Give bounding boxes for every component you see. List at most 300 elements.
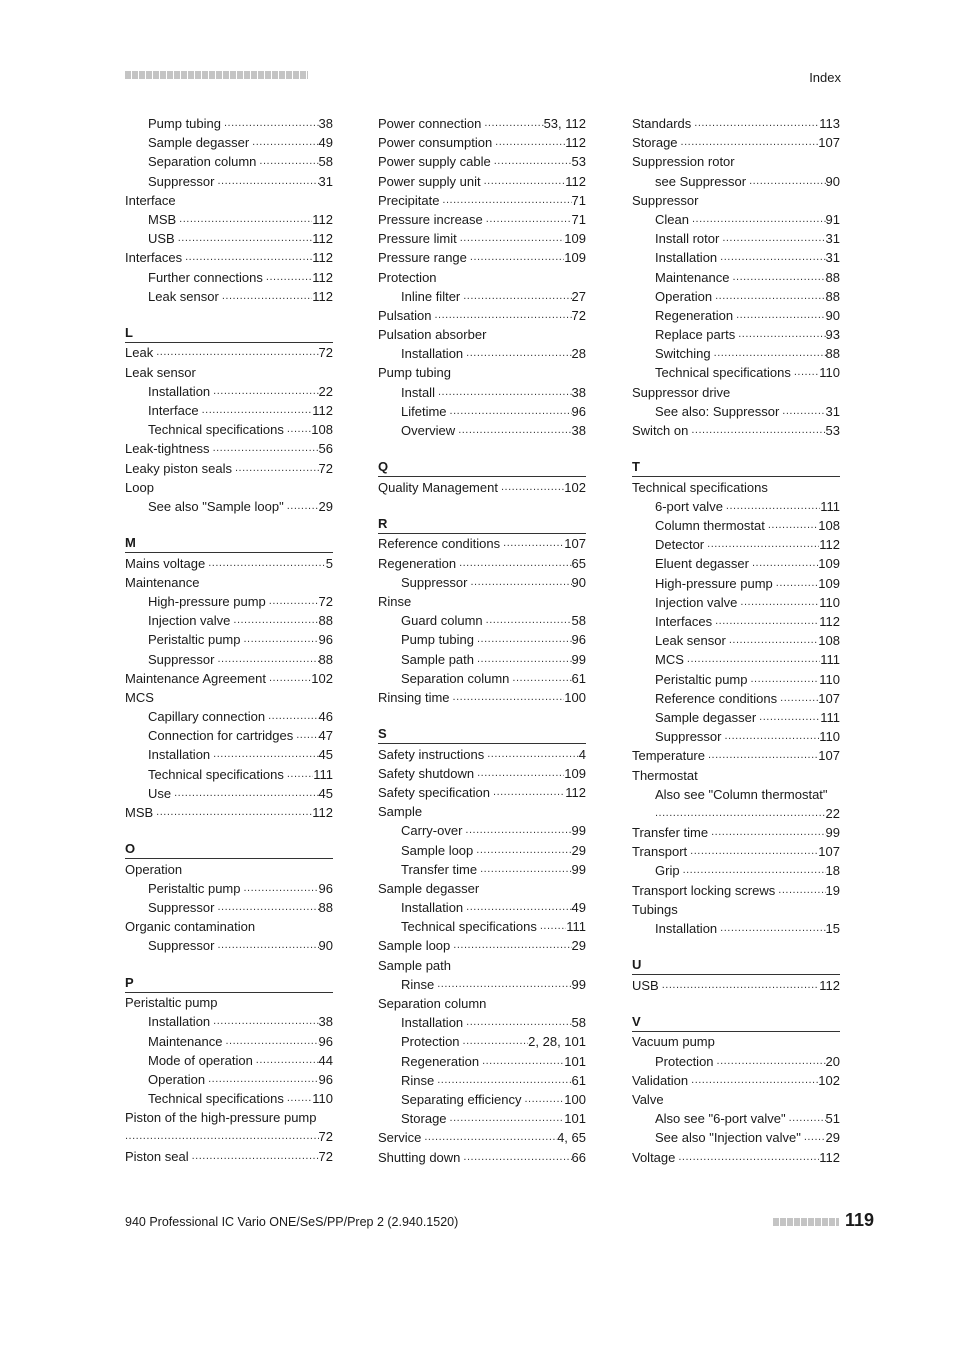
index-subentry xyxy=(632,612,840,631)
entry-term: Installation xyxy=(401,900,464,916)
entry-page-ref: 102 xyxy=(564,479,586,495)
dot-leader xyxy=(691,114,819,133)
entry-page-ref: 61 xyxy=(571,1072,586,1088)
entry-page-ref: 112 xyxy=(819,1149,840,1165)
dot-leader xyxy=(153,343,318,362)
entry-term: Operation xyxy=(125,861,183,877)
entry-page-ref: 66 xyxy=(571,1149,586,1165)
entry-term: Suppressor xyxy=(148,651,215,667)
entry-term: Pressure increase xyxy=(378,211,483,227)
dot-leader xyxy=(675,1148,819,1167)
entry-page-ref: 22 xyxy=(318,383,333,399)
index-subentry xyxy=(632,516,840,535)
index-entry xyxy=(125,860,333,879)
dot-leader xyxy=(293,726,318,745)
index-subentry xyxy=(632,785,840,804)
dot-leader xyxy=(256,152,318,171)
entry-term: Technical specifications xyxy=(401,919,537,935)
index-column-1 xyxy=(125,114,333,1166)
entry-page-ref: 29 xyxy=(571,842,586,858)
dot-leader xyxy=(176,191,333,210)
entry-term: Peristaltic pump xyxy=(148,632,241,648)
entry-page-ref: 49 xyxy=(318,135,333,151)
dot-leader xyxy=(221,114,319,133)
index-entry xyxy=(378,879,586,898)
index-subentry xyxy=(125,152,333,171)
entry-term: Guard column xyxy=(401,613,483,629)
entry-term: Piston seal xyxy=(125,1148,189,1164)
entry-term: Installation xyxy=(148,1014,211,1030)
entry-term: Tubings xyxy=(632,901,678,917)
dot-leader xyxy=(486,325,586,344)
dot-leader xyxy=(230,611,318,630)
entry-term: Leak sensor xyxy=(125,364,196,380)
dot-leader xyxy=(439,191,571,210)
entry-term: Storage xyxy=(632,135,678,151)
index-entry xyxy=(125,343,333,362)
entry-page-ref: 51 xyxy=(825,1111,840,1127)
dot-leader xyxy=(509,669,571,688)
entry-term: Standards xyxy=(632,116,692,131)
index-subentry xyxy=(378,860,586,879)
entry-term: Clean xyxy=(655,211,689,227)
entry-term: Shutting down xyxy=(378,1149,461,1165)
entry-term: See also "Sample loop" xyxy=(148,498,284,514)
entry-term: Peristaltic pump xyxy=(125,995,218,1011)
index-entry xyxy=(632,133,840,152)
index-entry xyxy=(632,152,840,171)
index-subentry xyxy=(632,402,840,421)
entry-term: Regeneration xyxy=(401,1053,480,1069)
entry-term: Protection xyxy=(655,1053,714,1069)
entry-page-ref: 91 xyxy=(825,211,840,227)
index-subentry xyxy=(632,804,840,823)
entry-page-ref: 90 xyxy=(318,938,333,954)
entry-term: Pump tubing xyxy=(148,116,221,131)
dot-leader xyxy=(490,783,565,802)
index-subentry xyxy=(378,1013,586,1032)
index-subentry xyxy=(125,497,333,516)
index-entry xyxy=(125,993,333,1012)
entry-term: Injection valve xyxy=(148,613,231,629)
dot-leader xyxy=(450,936,571,955)
entry-term: Also see "6-port valve" xyxy=(655,1111,786,1127)
index-subentry xyxy=(632,593,840,612)
index-entry xyxy=(378,306,586,325)
entry-term: Lifetime xyxy=(401,403,447,419)
dot-leader xyxy=(491,152,572,171)
index-subentry xyxy=(378,287,586,306)
entry-term: Transfer time xyxy=(401,861,478,877)
index-entry xyxy=(378,248,586,267)
entry-page-ref: 99 xyxy=(571,976,586,992)
entry-page-ref: 4, 65 xyxy=(557,1130,586,1146)
entry-term: Column thermostat xyxy=(655,518,765,534)
entry-term: Suppressor xyxy=(401,574,468,590)
entry-term: Rinse xyxy=(378,593,412,609)
index-entry xyxy=(632,1148,840,1167)
dot-leader xyxy=(199,573,333,592)
index-subentry xyxy=(125,268,333,287)
entry-page-ref: 109 xyxy=(818,575,840,591)
entry-term: Regeneration xyxy=(378,555,457,571)
entry-page-ref: 109 xyxy=(564,250,586,266)
entry-page-ref: 49 xyxy=(571,900,586,916)
entry-page-ref: 53, 112 xyxy=(543,116,586,131)
index-entry xyxy=(378,172,586,191)
dot-leader xyxy=(735,325,825,344)
dot-leader xyxy=(721,727,819,746)
entry-term: Install rotor xyxy=(655,231,720,247)
entry-term: Sample loop xyxy=(401,842,474,858)
entry-term: Leak sensor xyxy=(655,633,726,649)
entry-term: High-pressure pump xyxy=(148,593,266,609)
dot-leader xyxy=(214,898,318,917)
entry-page-ref: 112 xyxy=(312,805,333,820)
entry-term: Rinse xyxy=(401,1072,435,1088)
entry-term: Organic contamination xyxy=(125,919,256,935)
entry-page-ref: 45 xyxy=(318,785,333,801)
index-subentry xyxy=(378,630,586,649)
entry-page-ref: 22 xyxy=(825,805,840,821)
entry-term: MCS xyxy=(655,652,684,668)
dot-leader xyxy=(431,306,571,325)
entry-term: Precipitate xyxy=(378,192,440,208)
entry-page-ref: 110 xyxy=(819,365,840,381)
entry-term: 6-port valve xyxy=(655,498,723,514)
index-subentry xyxy=(125,401,333,420)
entry-page-ref: 38 xyxy=(318,116,333,131)
dot-leader xyxy=(463,898,571,917)
entry-term: Interface xyxy=(125,192,176,208)
entry-page-ref: 111 xyxy=(820,652,840,668)
entry-page-ref: 61 xyxy=(571,670,586,686)
index-letter-heading: U xyxy=(632,956,840,975)
entry-term: Leaky piston seals xyxy=(125,460,232,476)
dot-leader xyxy=(719,229,825,248)
entry-page-ref: 88 xyxy=(825,269,840,285)
entry-term: Safety specification xyxy=(378,784,491,800)
entry-term: Pump tubing xyxy=(401,632,474,648)
dot-leader xyxy=(704,535,819,554)
entry-term: Suppressor xyxy=(148,173,215,189)
dot-leader xyxy=(746,172,825,191)
dot-leader xyxy=(205,554,326,573)
entry-page-ref: 53 xyxy=(825,423,840,438)
index-entry xyxy=(378,1148,586,1167)
index-subentry xyxy=(125,1070,333,1089)
entry-term: Injection valve xyxy=(655,594,738,610)
entry-page-ref: 113 xyxy=(819,116,840,131)
index-entry xyxy=(632,976,840,995)
index-subentry xyxy=(125,630,333,649)
index-entry xyxy=(632,1032,840,1051)
entry-term: Service xyxy=(378,1130,422,1146)
entry-term: Power connection xyxy=(378,116,482,131)
index-subentry xyxy=(125,592,333,611)
dot-leader xyxy=(479,1052,564,1071)
index-subentry xyxy=(125,611,333,630)
index-subentry xyxy=(632,268,840,287)
entry-page-ref: 88 xyxy=(318,900,333,916)
entry-term: Loop xyxy=(125,479,154,495)
dot-leader xyxy=(678,133,819,152)
entry-page-ref: 110 xyxy=(819,671,840,687)
index-subentry xyxy=(125,114,333,133)
entry-page-ref: 99 xyxy=(571,823,586,839)
entry-term: Eluent degasser xyxy=(655,556,749,572)
entry-page-ref: 112 xyxy=(819,537,840,553)
entry-page-ref: 27 xyxy=(571,288,586,304)
entry-term: Sample path xyxy=(378,957,451,973)
entry-page-ref: 15 xyxy=(825,921,840,936)
index-entry xyxy=(125,459,333,478)
entry-term: Maintenance xyxy=(655,269,730,285)
entry-term: Operation xyxy=(655,288,713,304)
dot-leader xyxy=(726,631,818,650)
index-entry xyxy=(632,383,840,402)
entry-page-ref: 112 xyxy=(819,614,840,629)
entry-term: Technical specifications xyxy=(148,422,284,438)
entry-page-ref: 112 xyxy=(312,231,333,247)
dot-leader xyxy=(214,936,318,955)
entry-term: MSB xyxy=(148,211,177,227)
dot-leader xyxy=(205,1070,318,1089)
index-subentry xyxy=(632,325,840,344)
index-subentry xyxy=(632,861,840,880)
entry-term: Carry-over xyxy=(401,823,463,839)
index-subentry xyxy=(632,210,840,229)
dot-leader xyxy=(723,497,820,516)
index-subentry xyxy=(378,975,586,994)
dot-leader xyxy=(284,497,319,516)
index-subentry xyxy=(632,670,840,689)
entry-term: Switch on xyxy=(632,423,689,438)
dot-leader xyxy=(125,1127,319,1146)
index-letter-heading: M xyxy=(125,534,333,553)
index-entry xyxy=(632,766,840,785)
index-entry xyxy=(632,746,840,765)
index-subentry xyxy=(378,841,586,860)
dot-leader xyxy=(715,1032,840,1051)
dot-leader xyxy=(411,592,586,611)
entry-term: Transport locking screws xyxy=(632,882,776,898)
entry-page-ref: 112 xyxy=(565,135,586,151)
dot-leader xyxy=(474,630,572,649)
dot-leader xyxy=(486,994,586,1013)
dot-leader xyxy=(214,650,318,669)
entry-term: Vacuum pump xyxy=(632,1034,715,1050)
entry-page-ref: 71 xyxy=(571,211,586,227)
entry-term: Interfaces xyxy=(125,250,183,266)
index-entry xyxy=(125,248,333,267)
index-subentry xyxy=(125,287,333,306)
entry-term: Interface xyxy=(148,402,199,418)
dot-leader xyxy=(474,764,564,783)
dot-leader xyxy=(265,707,318,726)
index-subentry xyxy=(378,1032,586,1051)
entry-term: Technical specifications xyxy=(148,766,284,782)
entry-page-ref: 90 xyxy=(571,574,586,590)
entry-term: Inline filter xyxy=(401,288,461,304)
entry-term: Validation xyxy=(632,1072,689,1088)
dot-leader xyxy=(500,534,564,553)
dot-leader xyxy=(689,210,826,229)
dot-leader xyxy=(474,650,572,669)
index-entry xyxy=(378,478,586,497)
index-subentry xyxy=(125,1032,333,1051)
entry-page-ref: 90 xyxy=(825,173,840,189)
dot-leader xyxy=(154,478,333,497)
dot-leader xyxy=(284,765,313,784)
entry-term: Installation xyxy=(148,383,211,399)
entry-term: Safety instructions xyxy=(378,746,485,762)
entry-page-ref: 72 xyxy=(318,1129,333,1145)
entry-page-ref: 101 xyxy=(564,1053,586,1069)
index-entry xyxy=(632,823,840,842)
index-entry xyxy=(378,936,586,955)
index-entry xyxy=(125,917,333,936)
index-subentry xyxy=(125,707,333,726)
entry-term: Suppressor xyxy=(148,900,215,916)
entry-term: see Suppressor xyxy=(655,173,747,189)
dot-leader xyxy=(467,248,564,267)
dot-leader xyxy=(447,402,572,421)
dot-leader xyxy=(219,287,312,306)
dot-leader xyxy=(460,1032,529,1051)
index-subentry xyxy=(125,172,333,191)
entry-page-ref: 96 xyxy=(318,1033,333,1049)
dot-leader xyxy=(210,382,318,401)
index-subentry xyxy=(632,554,840,573)
index-subentry xyxy=(632,631,840,650)
entry-term: Separation column xyxy=(401,670,510,686)
index-subentry xyxy=(125,936,333,955)
index-subentry xyxy=(632,363,840,382)
dot-leader xyxy=(463,1013,571,1032)
entry-page-ref: 107 xyxy=(818,844,840,860)
index-subentry xyxy=(378,1071,586,1090)
index-entry xyxy=(125,573,333,592)
dot-leader xyxy=(684,650,820,669)
entry-page-ref: 107 xyxy=(564,536,586,552)
entry-page-ref: 88 xyxy=(318,613,333,629)
entry-page-ref: 29 xyxy=(318,498,333,514)
dot-leader xyxy=(253,1051,319,1070)
entry-term: Installation xyxy=(655,250,718,266)
entry-term: Temperature xyxy=(632,748,705,764)
page-number: 119 xyxy=(845,1210,875,1230)
entry-page-ref: 71 xyxy=(571,192,586,208)
entry-page-ref: 108 xyxy=(818,518,840,534)
entry-term: Protection xyxy=(378,269,437,285)
index-entry xyxy=(378,688,586,707)
dot-leader xyxy=(483,210,572,229)
dot-leader xyxy=(240,630,318,649)
dot-leader xyxy=(450,688,565,707)
index-entry xyxy=(378,229,586,248)
entry-page-ref: 111 xyxy=(566,919,586,935)
index-entry xyxy=(378,152,586,171)
footer-decoration xyxy=(773,1218,839,1226)
index-subentry xyxy=(125,879,333,898)
index-entry xyxy=(125,1108,333,1127)
dot-leader xyxy=(199,401,313,420)
entry-term: USB xyxy=(148,231,175,247)
entry-page-ref: 111 xyxy=(820,498,840,514)
index-subentry xyxy=(632,229,840,248)
dot-leader xyxy=(828,785,840,804)
dot-leader xyxy=(153,803,312,822)
entry-page-ref: 112 xyxy=(312,288,333,304)
entry-page-ref: 96 xyxy=(318,1071,333,1087)
entry-page-ref: 56 xyxy=(318,441,333,457)
index-entry xyxy=(378,268,586,287)
entry-page-ref: 109 xyxy=(564,765,586,781)
index-letter-heading: P xyxy=(125,974,333,993)
entry-page-ref: 72 xyxy=(318,345,333,361)
index-subentry xyxy=(632,727,840,746)
entry-page-ref: 38 xyxy=(318,1014,333,1030)
index-subentry xyxy=(125,229,333,248)
entry-page-ref: 38 xyxy=(571,423,586,438)
entry-page-ref: 102 xyxy=(311,670,333,686)
index-subentry xyxy=(125,784,333,803)
entry-term: Connection for cartridges xyxy=(148,728,294,744)
dot-leader xyxy=(266,669,311,688)
index-subentry xyxy=(378,1109,586,1128)
index-entry xyxy=(632,191,840,210)
dot-leader xyxy=(801,1128,826,1147)
dot-leader xyxy=(232,459,319,478)
entry-term: Pulsation xyxy=(378,307,432,323)
dot-leader xyxy=(196,363,333,382)
entry-page-ref: 111 xyxy=(313,766,333,782)
index-subentry xyxy=(125,1012,333,1031)
dot-leader xyxy=(210,1012,318,1031)
entry-term: Reference conditions xyxy=(655,690,778,706)
index-entry xyxy=(632,1090,840,1109)
entry-page-ref: 31 xyxy=(825,231,840,247)
entry-term: Use xyxy=(148,785,172,801)
index-entry xyxy=(125,669,333,688)
index-entry xyxy=(378,363,586,382)
index-entry xyxy=(125,1127,333,1146)
index-subentry xyxy=(632,535,840,554)
dot-leader xyxy=(786,1109,826,1128)
dot-leader xyxy=(664,1090,840,1109)
index-subentry xyxy=(125,133,333,152)
index-subentry xyxy=(378,821,586,840)
dot-leader xyxy=(463,344,571,363)
entry-page-ref: 107 xyxy=(818,748,840,764)
index-entry xyxy=(378,994,586,1013)
index-subentry xyxy=(125,210,333,229)
dot-leader xyxy=(765,516,818,535)
dot-leader xyxy=(537,917,566,936)
dot-leader xyxy=(154,688,333,707)
entry-page-ref: 53 xyxy=(571,154,586,170)
entry-term: Rinsing time xyxy=(378,689,450,705)
dot-leader xyxy=(733,306,825,325)
entry-term: Installation xyxy=(148,747,211,763)
entry-term: Reference conditions xyxy=(378,536,501,552)
index-letter-heading: T xyxy=(632,458,840,477)
dot-leader xyxy=(462,821,571,840)
index-subentry xyxy=(632,497,840,516)
entry-term: Peristaltic pump xyxy=(148,880,241,896)
entry-page-ref: 29 xyxy=(571,938,586,954)
